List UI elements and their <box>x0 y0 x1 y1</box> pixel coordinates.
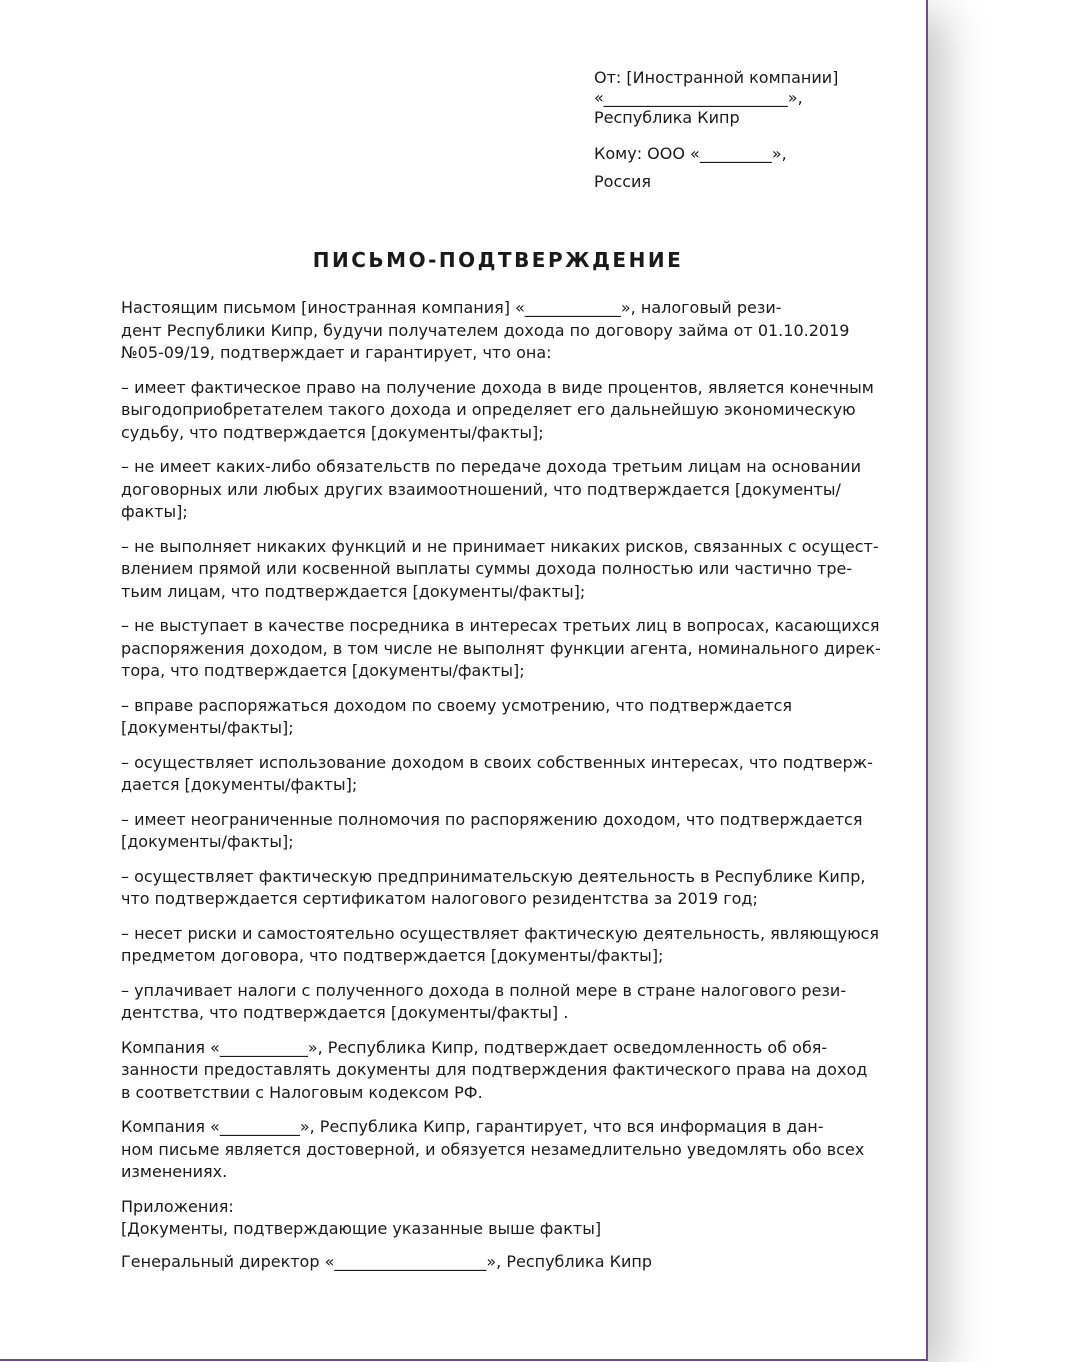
intro-paragraph: Настоящим письмом [иностранная компания] «____________», налоговый рези- дент Республики Кипр, будучи получателем дохода по договору займа от 01.10.2019 №05-09/19, подтверждает и гарантирует, что она: <box>121 298 850 362</box>
appendix-text: [Документы, подтверждающие указанные выше факты] <box>121 1219 602 1238</box>
list-item: – не выступает в качестве посредника в интересах третьих лиц в вопросах, касающихся распоряжения доходом, в том числе не выполнят функции агента, номинального дирек- тора, что подтверждается [документы/факты]; <box>121 616 881 680</box>
list-item: – имеет неограниченные полномочия по распоряжению доходом, что подтверждается [документы/факты]; <box>121 809 863 851</box>
sender-country: Республика Кипр <box>594 108 740 127</box>
list-item: – имеет фактическое право на получение дохода в виде процентов, является конечным выгодоприобретателем такого дохода и определяет его дальнейшую экономическую судьбу, что подтверждается [документы/факты]; <box>121 377 874 442</box>
list-item: – не выполняет никаких функций и не принимает никаких рисков, связанных с осущест- влением прямой или косвенной выплаты суммы дохода полностью или частично тре- тьим лицам, что подтверждается [документы/факты]; <box>121 536 879 601</box>
document-body <box>121 297 881 1285</box>
guarantee-paragraph: Компания «__________», Республика Кипр, гарантирует, что вся информация в дан- ном письме является достоверной, и обязуется незамедлительно уведомлять обо всех изменениях. <box>121 1117 865 1181</box>
sender-name: От: [Иностранной компании] <box>594 68 839 87</box>
document-title: ПИСЬМО-ПОДТВЕРЖДЕНИЕ <box>312 248 684 272</box>
recipient-country: Россия <box>594 172 652 191</box>
list-item: – уплачивает налоги с полученного дохода в полной мере в стране налогового рези- дентства, что подтверждается [документы/факты] . <box>121 980 847 1022</box>
awareness-paragraph: Компания «___________», Республика Кипр, подтверждает осведомленность об обя- занности предоставлять документы для подтверждения фактического права на доход в соответствии с Налоговым кодексом РФ. <box>121 1037 868 1102</box>
list-item: – не имеет каких-либо обязательств по передаче дохода третьим лицам на основании договорных или любых других взаимоотношений, что подтверждается [документы/ факты]; <box>121 457 861 521</box>
appendix <box>121 1196 881 1241</box>
list-item: – вправе распоряжаться доходом по своему усмотрению, что подтверждается [документы/факты]; <box>121 695 793 737</box>
list-item: – осуществляет использование доходом в своих собственных интересах, что подтверж- дается [документы/факты]; <box>121 752 873 794</box>
list-item: – несет риски и самостоятельно осуществляет фактическую деятельность, являющуюся предметом договора, что подтверждается [документы/факты]; <box>121 923 879 965</box>
sender-placeholder: «_______________________», <box>594 88 803 107</box>
address-block <box>594 68 914 192</box>
recipient-name: Кому: ООО «_________», <box>594 144 787 163</box>
signature-line: Генеральный директор «___________________», Республика Кипр <box>121 1251 652 1271</box>
appendix-label: Приложения: <box>121 1196 234 1216</box>
list-item: – осуществляет фактическую предпринимательскую деятельность в Республике Кипр, что подтверждается сертификатом налогового резидентства за 2019 год; <box>121 866 866 908</box>
